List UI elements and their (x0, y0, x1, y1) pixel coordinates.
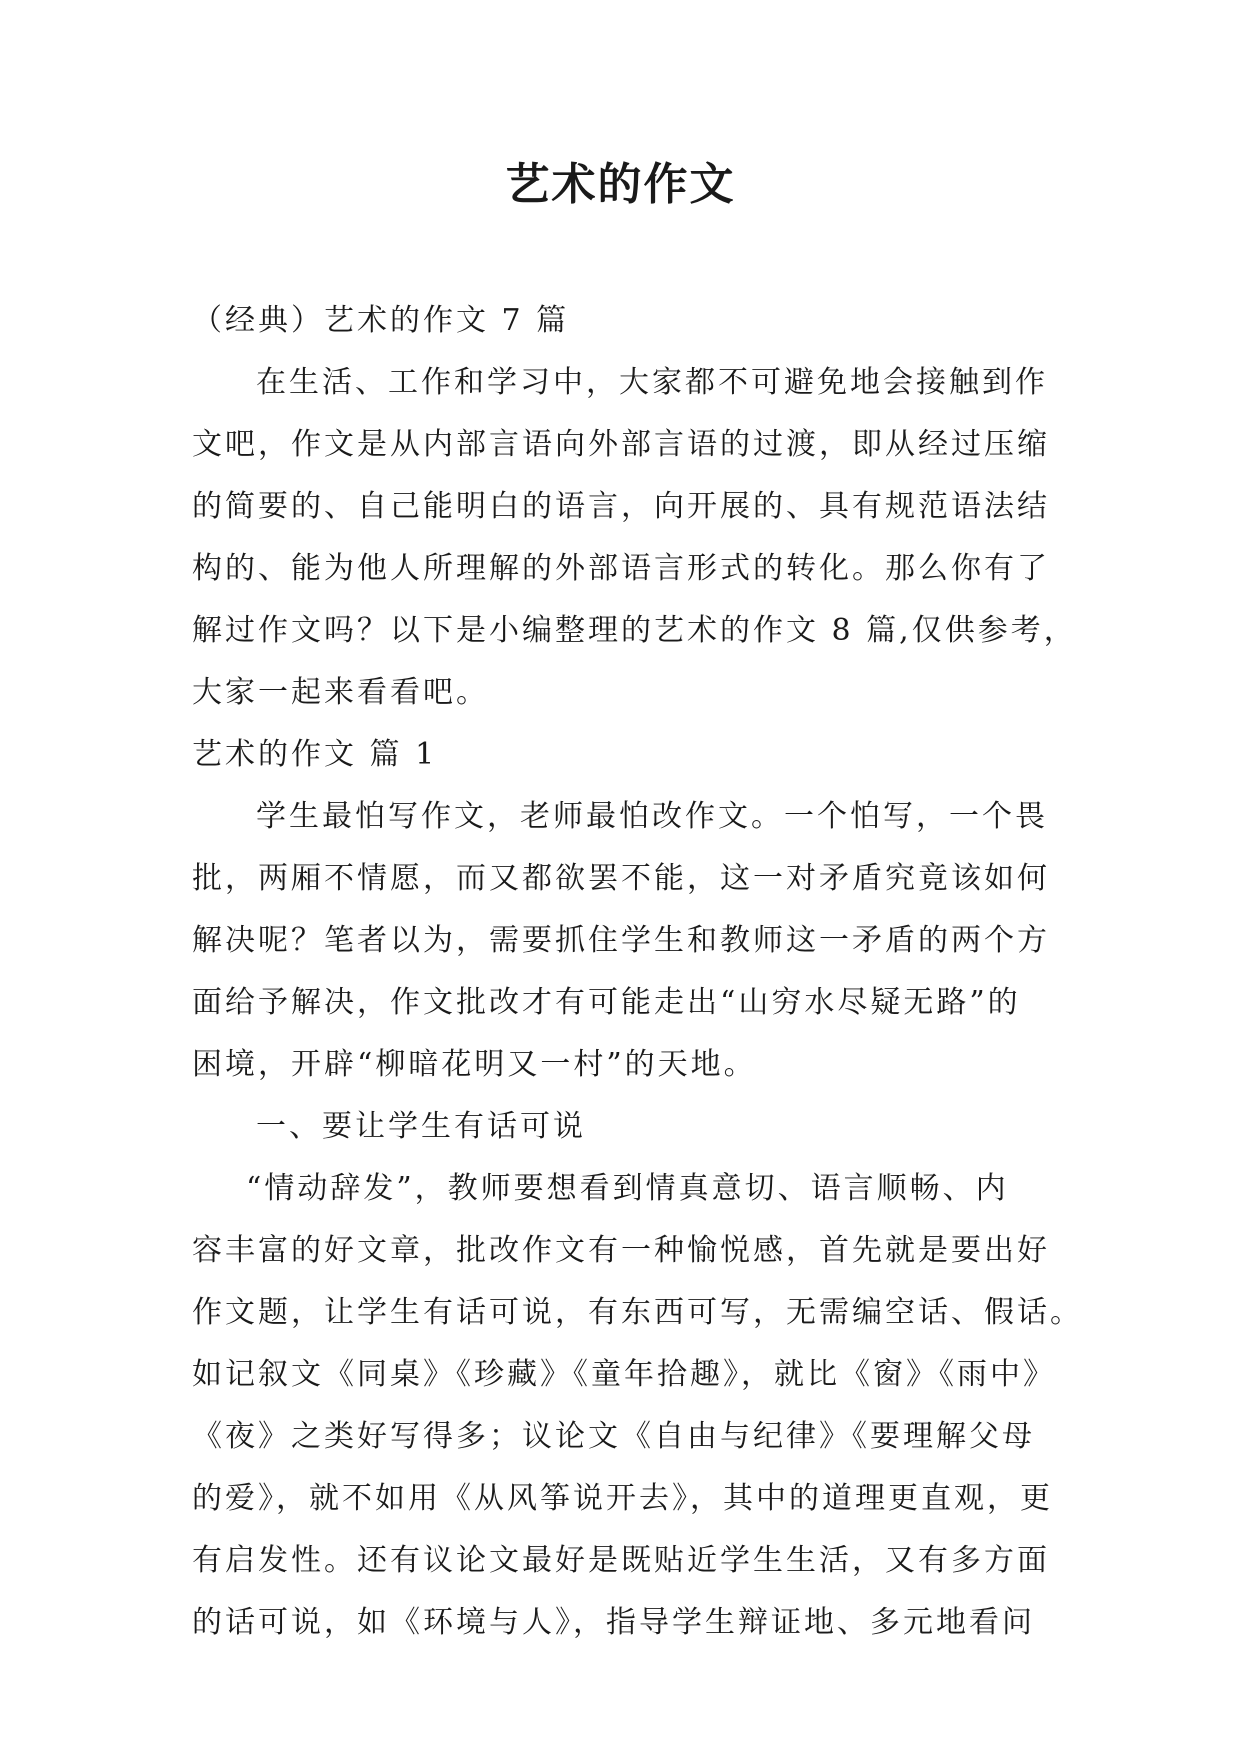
paragraph-line: 容丰富的好文章，批改作文有一种愉悦感，首先就是要出好 (192, 1233, 1050, 1268)
section-heading: 艺术的作文 篇 1 (192, 737, 438, 772)
paragraph-line: 批，两厢不情愿，而又都欲罢不能，这一对矛盾究竟该如何 (192, 861, 1050, 896)
document-title: 艺术的作文 (505, 159, 736, 210)
paragraph-line: 的爱》，就不如用《从风筝说开去》，其中的道理更直观，更 (192, 1481, 1053, 1516)
paragraph-line: 学生最怕写作文，老师最怕改作文。一个怕写，一个畏 (256, 799, 1048, 834)
paragraph-line: 的话可说，如《环境与人》，指导学生辩证地、多元地看问 (192, 1605, 1035, 1640)
sub-heading: 一、要让学生有话可说 (256, 1109, 586, 1144)
paragraph-line: 有启发性。还有议论文最好是既贴近学生生活，又有多方面 (192, 1543, 1050, 1578)
paragraph-line: “情动辞发”，教师要想看到情真意切、语言顺畅、内 (246, 1171, 1009, 1206)
intro-line: 构的、能为他人所理解的外部语言形式的转化。那么你有了 (192, 551, 1050, 586)
paragraph-line: 困境，开辟“柳暗花明又一村”的天地。 (192, 1047, 757, 1082)
document-body (192, 290, 1083, 1654)
document-subtitle: （经典）艺术的作文 7 篇 (192, 303, 570, 338)
paragraph-line: 《夜》之类好写得多；议论文《自由与纪律》《要理解父母 (192, 1419, 1035, 1454)
intro-line: 在生活、工作和学习中，大家都不可避免地会接触到作 (256, 365, 1048, 400)
paragraph-line: 面给予解决，作文批改才有可能走出“山穷水尽疑无路”的 (192, 985, 1021, 1020)
intro-line: 大家一起来看看吧。 (192, 675, 489, 710)
intro-line: 的简要的、自己能明白的语言，向开展的、具有规范语法结 (192, 489, 1050, 524)
paragraph-line: 作文题，让学生有话可说，有东西可写，无需编空话、假话。 (192, 1295, 1083, 1330)
intro-line: 解过作文吗？以下是小编整理的艺术的作文 8 篇,仅供参考， (192, 613, 1077, 648)
paragraph-line: 如记叙文《同桌》《珍藏》《童年拾趣》，就比《窗》《雨中》 (192, 1357, 1056, 1392)
paragraph-line: 解决呢？笔者以为，需要抓住学生和教师这一矛盾的两个方 (192, 923, 1050, 958)
intro-line: 文吧，作文是从内部言语向外部言语的过渡，即从经过压缩 (192, 427, 1050, 462)
